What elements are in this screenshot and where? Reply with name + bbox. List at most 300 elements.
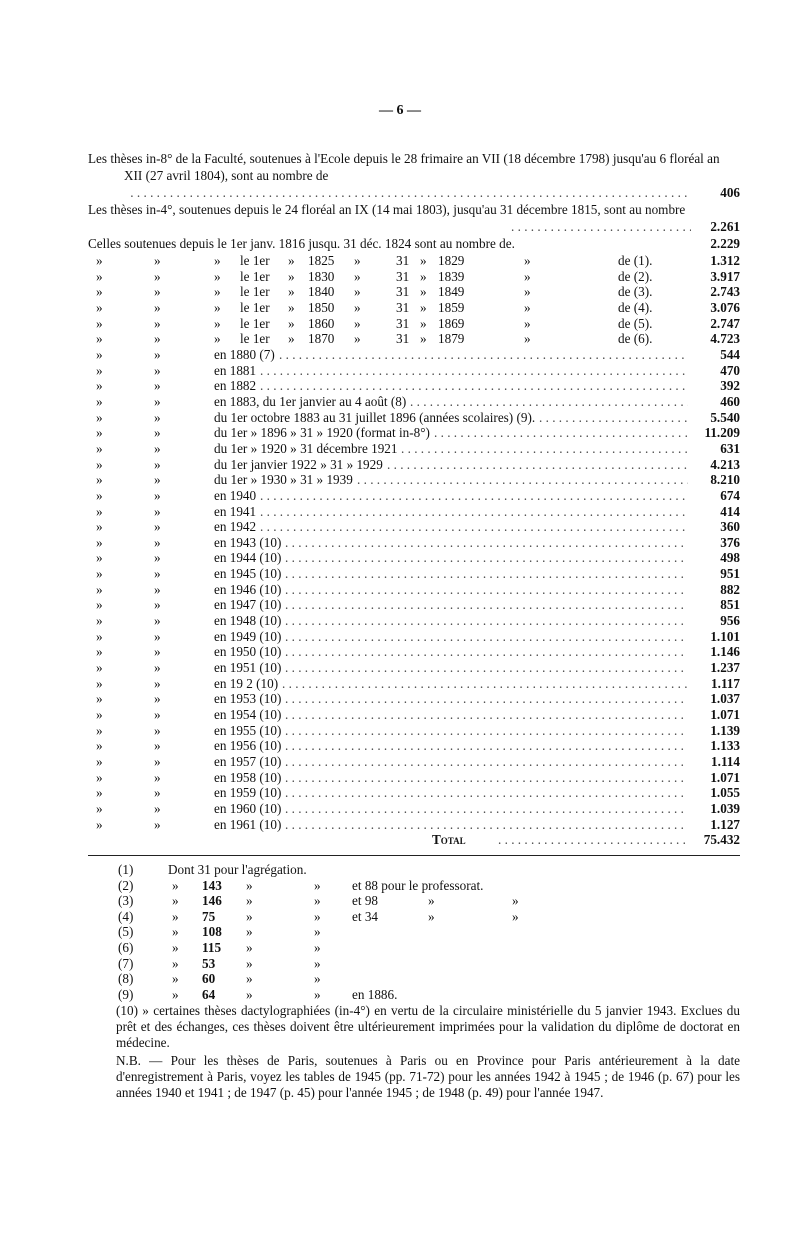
footnote-count: 143 [202, 877, 222, 893]
footnote-count: 75 [202, 908, 216, 924]
row-value: 1.114 [711, 754, 740, 769]
ditto-mark: » [154, 816, 161, 832]
footnote-number: (3) [118, 893, 134, 909]
ditto-mark: » [154, 456, 161, 472]
ditto-mark: » [154, 378, 161, 394]
row-value: 5.540 [710, 409, 740, 425]
ditto-mark: » [314, 986, 321, 1002]
row-value: 2.747 [710, 315, 740, 331]
footnote-number: (4) [118, 908, 134, 924]
dot-leader [285, 566, 688, 582]
row-de: de (3). [618, 284, 653, 300]
ditto-mark: » [354, 315, 361, 331]
intro-line-3 [88, 235, 740, 252]
table-row [88, 723, 740, 739]
ditto-mark: » [524, 253, 531, 268]
table-row [88, 691, 740, 707]
row-value: 674 [720, 487, 740, 503]
table-row [88, 253, 740, 269]
ditto-mark: » [246, 877, 253, 893]
ditto-mark: » [214, 253, 221, 268]
row-label: en 1945 (10) [214, 566, 282, 582]
footnote [88, 893, 740, 909]
table-row [88, 817, 740, 833]
ditto-mark: » [154, 722, 161, 738]
ditto-mark: » [246, 924, 253, 940]
row-de: de (5). [618, 315, 653, 331]
table-body [88, 347, 740, 832]
intro-line-1-value: 406 [720, 185, 740, 200]
ditto-mark: » [420, 331, 427, 347]
dot-leader [260, 363, 688, 379]
ditto-mark: » [154, 613, 161, 629]
table-row [88, 269, 740, 285]
table-row [88, 535, 740, 551]
row-label: en 1946 (10) [214, 581, 282, 597]
ditto-mark: » [172, 877, 179, 893]
ditto-mark: » [288, 253, 295, 268]
footnote [88, 987, 740, 1003]
ditto-mark: » [96, 581, 103, 597]
ditto-mark: » [154, 425, 161, 441]
dot-leader [285, 723, 688, 739]
ditto-mark: » [172, 893, 179, 909]
footnote-10 [88, 1003, 740, 1051]
ditto-mark: » [172, 939, 179, 955]
ditto-mark: » [172, 955, 179, 971]
ditto-mark: » [154, 299, 161, 315]
table-row [88, 754, 740, 770]
ditto-mark: » [288, 315, 295, 331]
footnote-count: 108 [202, 924, 222, 940]
row-label: en 1950 (10) [214, 644, 282, 660]
row-from: 1850 [308, 299, 335, 315]
ditto-mark: » [96, 284, 103, 300]
ditto-mark: » [96, 315, 103, 331]
table-row [88, 457, 740, 473]
dot-leader [285, 770, 688, 786]
row-value: 460 [720, 393, 740, 409]
footnote-number: (8) [118, 971, 134, 987]
row-value: 1.117 [711, 675, 740, 691]
ditto-mark: » [96, 378, 103, 394]
row-value: 1.101 [710, 628, 740, 644]
intro-block [88, 150, 740, 184]
ditto-mark: » [512, 908, 519, 924]
row-label: du 1er » 1896 » 31 » 1920 (format in-8°) [214, 425, 430, 441]
table-row [88, 284, 740, 300]
dot-leader [260, 488, 688, 504]
row-label: en 1944 (10) [214, 550, 282, 566]
ditto-mark: » [288, 268, 295, 284]
ditto-mark: » [154, 691, 161, 707]
row-le: le 1er [240, 253, 270, 268]
row-label: en 1960 (10) [214, 800, 282, 816]
ditto-mark: » [154, 440, 161, 456]
table-row [88, 504, 740, 520]
row-le: le 1er [240, 299, 270, 315]
footnote-10-text: (10) » certaines thèses dactylographiées (in-4°) en vertu de la circulaire ministérielle du 5 janvier 1943. Exclues du prêt et des échanges, ces thèses doivent être ultérieurement imprimées pour la validation du diplôme de doctorat en médecine. [116, 1003, 740, 1050]
intro-value-1-row [88, 184, 740, 201]
ditto-mark: » [96, 472, 103, 488]
ditto-mark: » [96, 425, 103, 441]
ditto-mark: » [172, 908, 179, 924]
ditto-mark: » [154, 707, 161, 723]
row-label: du 1er octobre 1883 au 31 juillet 1896 (années scolaires) (9). [214, 409, 536, 425]
intro-line-3-text: Celles soutenues depuis le 1er janv. 1816 jusqu. 31 déc. 1824 sont au nombre de. [88, 236, 515, 251]
row-le: le 1er [240, 284, 270, 300]
ditto-mark: » [154, 519, 161, 535]
row-value: 470 [720, 362, 740, 378]
ditto-mark: » [172, 971, 179, 987]
footnotes [88, 862, 740, 1002]
table-row [88, 550, 740, 566]
ditto-mark: » [96, 253, 103, 268]
dot-leader [539, 410, 688, 426]
ditto-mark: » [96, 613, 103, 629]
ditto-mark: » [96, 707, 103, 723]
footnote [88, 924, 740, 940]
row-day: 31 [396, 299, 410, 315]
dot-leader [260, 519, 688, 535]
ditto-mark: » [154, 660, 161, 676]
dot-leader [260, 504, 688, 520]
dot-leader [285, 785, 688, 801]
dot-leader [260, 378, 688, 394]
ditto-mark: » [154, 253, 161, 268]
ditto-mark: » [172, 924, 179, 940]
dot-leader [387, 457, 688, 473]
footnote-count: 115 [202, 939, 222, 955]
row-label: en 1880 (7) [214, 346, 275, 362]
dot-leader [282, 676, 688, 692]
ditto-mark: » [314, 908, 321, 924]
row-day: 31 [396, 284, 410, 300]
dot-leader [285, 644, 688, 660]
ditto-mark: » [524, 315, 531, 331]
row-value: 2.743 [710, 284, 740, 300]
table-row [88, 629, 740, 645]
row-value: 951 [720, 566, 740, 582]
row-to: 1829 [438, 253, 465, 268]
table-row [88, 394, 740, 410]
row-label: du 1er » 1930 » 31 » 1939 [214, 472, 353, 488]
table-row [88, 660, 740, 676]
footnote-number: (5) [118, 924, 134, 940]
row-value: 498 [720, 550, 740, 566]
row-le: le 1er [240, 268, 270, 284]
row-value: 11.209 [704, 425, 740, 441]
ditto-mark: » [154, 550, 161, 566]
ditto-mark: » [354, 284, 361, 300]
dot-leader [401, 441, 688, 457]
ditto-mark: » [154, 785, 161, 801]
row-label: du 1er » 1920 » 31 décembre 1921 [214, 440, 398, 456]
table-row [88, 676, 740, 692]
row-value: 1.312 [710, 253, 740, 268]
intro-line-2-text: Les thèses in-4°, soutenues depuis le 24 floréal an IX (14 mai 1803), jusqu'au 31 décembre 1815, sont au nombre [88, 202, 686, 217]
ditto-mark: » [96, 487, 103, 503]
footnote-count: 64 [202, 986, 216, 1002]
footnote [88, 862, 740, 878]
ditto-mark: » [214, 299, 221, 315]
footnote-count: 53 [202, 955, 216, 971]
ditto-mark: » [288, 331, 295, 347]
row-value: 851 [720, 597, 740, 613]
ditto-mark: » [96, 299, 103, 315]
footnote-extra: en 1886. [352, 986, 398, 1002]
row-de: de (2). [618, 268, 653, 284]
row-value: 1.133 [710, 738, 740, 754]
ditto-mark: » [154, 393, 161, 409]
ditto-mark: » [96, 550, 103, 566]
ditto-mark: » [314, 924, 321, 940]
table-row [88, 519, 740, 535]
ditto-mark: » [96, 409, 103, 425]
ditto-mark: » [154, 268, 161, 284]
dot-leader [285, 707, 688, 723]
ditto-mark: » [154, 754, 161, 769]
ditto-mark: » [428, 908, 435, 924]
row-label: en 1955 (10) [214, 722, 282, 738]
row-value: 3.076 [710, 299, 740, 315]
row-day: 31 [396, 268, 410, 284]
row-le: le 1er [240, 331, 270, 347]
dot-leader [285, 550, 688, 566]
table-row [88, 410, 740, 426]
ditto-mark: » [354, 268, 361, 284]
table-row [88, 707, 740, 723]
ditto-mark: » [524, 299, 531, 315]
table-row [88, 644, 740, 660]
ditto-mark: » [154, 487, 161, 503]
footnote-extra: et 88 pour le professorat. [352, 877, 484, 893]
row-to: 1859 [438, 299, 465, 315]
dot-leader [285, 629, 688, 645]
ditto-mark: » [420, 268, 427, 284]
dot-leader [279, 347, 688, 363]
ditto-mark: » [288, 284, 295, 300]
ditto-mark: » [96, 393, 103, 409]
ditto-mark: » [314, 955, 321, 971]
footnote-number: (7) [118, 955, 134, 971]
ditto-mark: » [96, 800, 103, 816]
footnote [88, 940, 740, 956]
row-label: en 1881 [214, 362, 257, 378]
intro-value-2-row [88, 218, 740, 235]
row-label: en 1949 (10) [214, 628, 282, 644]
row-value: 3.917 [710, 268, 740, 284]
dot-leader [285, 801, 688, 817]
row-value: 376 [720, 534, 740, 550]
ditto-mark: » [154, 581, 161, 597]
ditto-mark: » [96, 628, 103, 644]
row-label: en 1951 (10) [214, 660, 282, 676]
row-value: 1.146 [710, 644, 740, 660]
ditto-mark: » [354, 253, 361, 268]
row-label: du 1er janvier 1922 » 31 » 1929 [214, 456, 383, 472]
ditto-mark: » [354, 331, 361, 347]
table-row [88, 425, 740, 441]
table-row [88, 363, 740, 379]
ditto-mark: » [154, 315, 161, 331]
dot-leader [285, 691, 688, 707]
row-label: en 1883, du 1er janvier au 4 août (8) [214, 393, 407, 409]
ditto-mark: » [524, 268, 531, 284]
row-value: 1.039 [710, 800, 740, 816]
dot-leader [357, 472, 688, 488]
ditto-mark: » [154, 738, 161, 754]
ditto-mark: » [154, 409, 161, 425]
table-row [88, 738, 740, 754]
ditto-mark: » [246, 971, 253, 987]
ditto-mark: » [96, 738, 103, 754]
ditto-mark: » [96, 456, 103, 472]
intro-line-3-value: 2.229 [710, 236, 740, 251]
ditto-mark: » [246, 908, 253, 924]
ditto-mark: » [428, 893, 435, 909]
ditto-mark: » [96, 769, 103, 785]
ditto-mark: » [96, 785, 103, 801]
ditto-mark: » [172, 986, 179, 1002]
ditto-mark: » [420, 284, 427, 300]
row-value: 631 [720, 440, 740, 456]
dot-leader [285, 817, 688, 833]
row-value: 1.127 [710, 816, 740, 832]
row-label: en 1947 (10) [214, 597, 282, 613]
ditto-mark: » [354, 299, 361, 315]
row-value: 392 [720, 378, 740, 394]
ditto-mark: » [96, 268, 103, 284]
ditto-mark: » [96, 440, 103, 456]
intro-line-1-text: Les thèses in-8° de la Faculté, soutenues à l'Ecole depuis le 28 frimaire an VII (18 décembre 1798) jusqu'au 6 floréal an XII (27 avril 1804), sont au nombre de [88, 151, 720, 183]
intro-line-2-value: 2.261 [710, 219, 740, 234]
row-label: en 1940 [214, 487, 257, 503]
row-value: 1.071 [710, 769, 740, 785]
table-row [88, 785, 740, 801]
ditto-mark: » [96, 754, 103, 769]
ditto-mark: » [96, 644, 103, 660]
total-row [88, 831, 740, 848]
ditto-mark: » [96, 675, 103, 691]
ditto-mark: » [154, 503, 161, 519]
row-label: en 1942 [214, 519, 257, 535]
row-label: en 1953 (10) [214, 691, 282, 707]
ditto-mark: » [96, 816, 103, 832]
ditto-mark: » [96, 566, 103, 582]
ditto-mark: » [154, 597, 161, 613]
row-value: 956 [720, 613, 740, 629]
footnote-count: 146 [202, 893, 222, 909]
row-de: de (4). [618, 299, 653, 315]
row-value: 360 [720, 519, 740, 535]
ditto-mark: » [154, 675, 161, 691]
page-number: — 6 — [379, 103, 421, 118]
row-from: 1870 [308, 331, 335, 347]
nb-paragraph [88, 1053, 740, 1101]
ditto-mark: » [154, 534, 161, 550]
row-value: 4.213 [710, 456, 740, 472]
dot-leader [285, 738, 688, 754]
ditto-mark: » [154, 472, 161, 488]
footnote-extra: et 98 [352, 893, 379, 909]
footnote-number: (9) [118, 986, 134, 1002]
ditto-mark: » [154, 566, 161, 582]
ditto-mark: » [154, 769, 161, 785]
ditto-mark: » [96, 722, 103, 738]
row-de: de (6). [618, 331, 653, 347]
ditto-mark: » [154, 331, 161, 347]
ditto-mark: » [246, 955, 253, 971]
row-value: 8.210 [710, 472, 740, 488]
footnote-number: (2) [118, 877, 134, 893]
row-to: 1849 [438, 284, 465, 300]
row-le: le 1er [240, 315, 270, 331]
dot-leader [285, 754, 688, 770]
footnote-extra: et 34 [352, 908, 379, 924]
dot-leader [285, 597, 688, 613]
row-value: 1.037 [710, 691, 740, 707]
row-label: en 1954 (10) [214, 707, 282, 723]
row-value: 414 [720, 503, 740, 519]
row-from: 1830 [308, 268, 335, 284]
row-label: en 1958 (10) [214, 769, 282, 785]
ditto-mark: » [214, 315, 221, 331]
ditto-mark: » [96, 346, 103, 362]
table-row [88, 613, 740, 629]
table-row [88, 331, 740, 347]
dot-leader [285, 535, 688, 551]
ditto-mark: » [154, 284, 161, 300]
row-from: 1840 [308, 284, 335, 300]
ditto-mark: » [96, 660, 103, 676]
table-row [88, 347, 740, 363]
table-row [88, 770, 740, 786]
divider [88, 855, 740, 856]
ditto-mark: » [96, 534, 103, 550]
total-value: 75.432 [703, 832, 740, 847]
ditto-mark: » [96, 362, 103, 378]
ditto-mark: » [420, 299, 427, 315]
ditto-mark: » [154, 628, 161, 644]
ditto-mark: » [214, 284, 221, 300]
footnote [88, 878, 740, 894]
row-label: en 1948 (10) [214, 613, 282, 629]
ditto-mark: » [314, 939, 321, 955]
table-row [88, 441, 740, 457]
row-day: 31 [396, 315, 410, 331]
ditto-mark: » [154, 800, 161, 816]
footnote [88, 909, 740, 925]
intro-line-1 [88, 150, 740, 184]
dot-leader [410, 394, 688, 410]
ditto-mark: » [420, 315, 427, 331]
row-de: de (1). [618, 253, 653, 268]
ditto-mark: » [314, 877, 321, 893]
row-to: 1839 [438, 268, 465, 284]
dot-leader [285, 613, 688, 629]
row-from: 1825 [308, 253, 335, 268]
ditto-mark: » [214, 268, 221, 284]
row-value: 1.237 [710, 660, 740, 676]
table-row [88, 582, 740, 598]
row-to: 1879 [438, 331, 465, 347]
row-day: 31 [396, 253, 410, 268]
total-label: Total [432, 832, 466, 847]
nb-text: N.B. — Pour les thèses de Paris, soutenues à Paris ou en Province pour Paris antérieurement à la date d'enregistrement à Paris, voyez les tables de 1945 (pp. 71-72) pour les années 1942 à 1945 ; de 1946 (p. 67) pour les années 1940 et 1941 ; de 1947 (p. 45) pour l'année 1945 ; de 1948 (p. 49) pour l'année 1947. [116, 1053, 740, 1100]
table-row [88, 801, 740, 817]
row-value: 1.071 [710, 707, 740, 723]
